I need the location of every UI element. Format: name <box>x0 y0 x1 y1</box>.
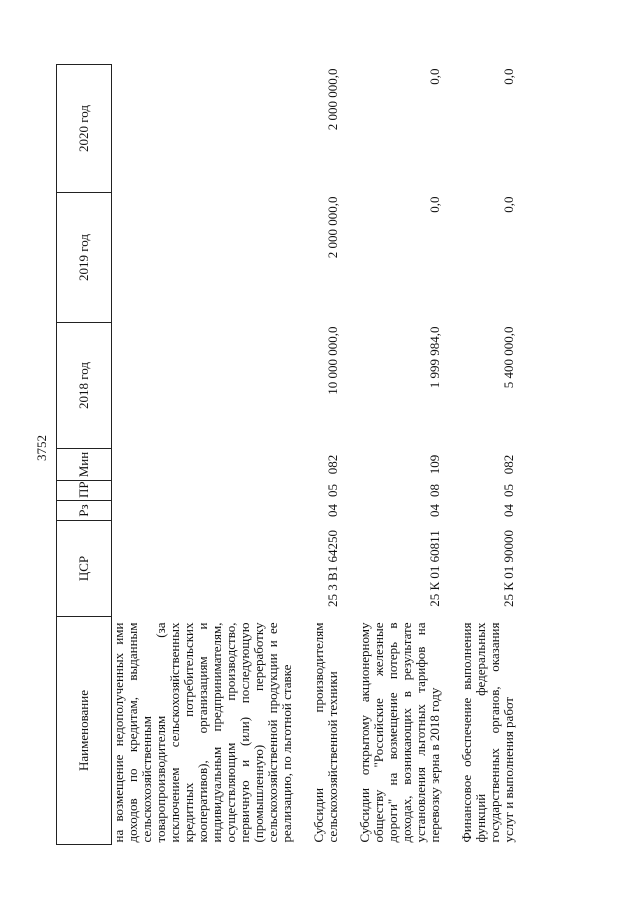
header-2019: 2019 год <box>57 193 112 323</box>
row-2020: 0,0 <box>427 68 442 85</box>
row-csr: 25 К 01 60811 <box>427 530 442 607</box>
row-2020: 2 000 000,0 <box>325 68 340 131</box>
row-2019 <box>112 193 313 323</box>
row-rz: 04 <box>427 504 442 517</box>
row-pr: 08 <box>427 484 442 497</box>
row-2018: 5 400 000,0 <box>501 326 516 389</box>
row-pr <box>112 481 313 501</box>
header-min: Мин <box>57 449 112 481</box>
row-min: 082 <box>501 454 516 475</box>
row-2020 <box>112 65 313 193</box>
table-row <box>460 65 516 845</box>
row-name: Субсидии производителям сельскохозяйственной техники <box>311 622 340 843</box>
row-2018 <box>112 323 313 449</box>
row-2018: 1 999 984,0 <box>427 326 442 389</box>
row-rz: 04 <box>325 504 340 517</box>
row-pr: 05 <box>325 484 340 497</box>
table-header-row <box>57 65 112 845</box>
header-csr: ЦСР <box>57 521 112 617</box>
table-row <box>312 65 358 845</box>
row-rz <box>112 501 313 521</box>
page-number: 3752 <box>34 435 49 461</box>
row-min: 082 <box>325 454 340 475</box>
budget-table <box>56 64 516 845</box>
row-2020: 0,0 <box>501 68 516 85</box>
header-2018: 2018 год <box>57 323 112 449</box>
header-pr: ПР <box>57 481 112 501</box>
header-rz: Рз <box>57 501 112 521</box>
row-pr: 05 <box>501 484 516 497</box>
table-row <box>112 65 313 845</box>
row-min <box>112 449 313 481</box>
row-name: на возмещение недополученных ими доходов по кредитам, выданным сельскохозяйственным товаропроизводителям (за исключением сельскохозяйственных кредитных потребительских кооперативов), организациям и индивидуальным предпринимателям, осуществляющим производство, первичную и (или) последующую (промышленную) переработку сельскохозяйственной продукции и ее реализацию, по льготной ставке <box>111 622 294 843</box>
row-2019: 2 000 000,0 <box>325 196 340 259</box>
row-csr: 25 3 В1 64250 <box>325 530 340 607</box>
row-2019: 0,0 <box>427 196 442 213</box>
row-name: Финансовое обеспечение выполнения функций федеральных государственных органов, оказания услуг и выполнения работ <box>459 622 516 843</box>
row-min: 109 <box>427 454 442 475</box>
header-name: Наименование <box>57 617 112 845</box>
row-name: Субсидии открытому акционерному обществу "Российские железные дороги" на возмещение потерь в доходах, возникающих в результате установления льготных тарифов на перевозку зерна в 2018 году <box>357 622 442 843</box>
row-rz: 04 <box>501 504 516 517</box>
row-2019: 0,0 <box>501 196 516 213</box>
table-row <box>358 65 460 845</box>
row-csr: 25 К 01 90000 <box>501 530 516 607</box>
rotated-page <box>56 65 596 845</box>
row-csr <box>112 521 313 617</box>
row-2018: 10 000 000,0 <box>325 326 340 395</box>
header-2020: 2020 год <box>57 65 112 193</box>
